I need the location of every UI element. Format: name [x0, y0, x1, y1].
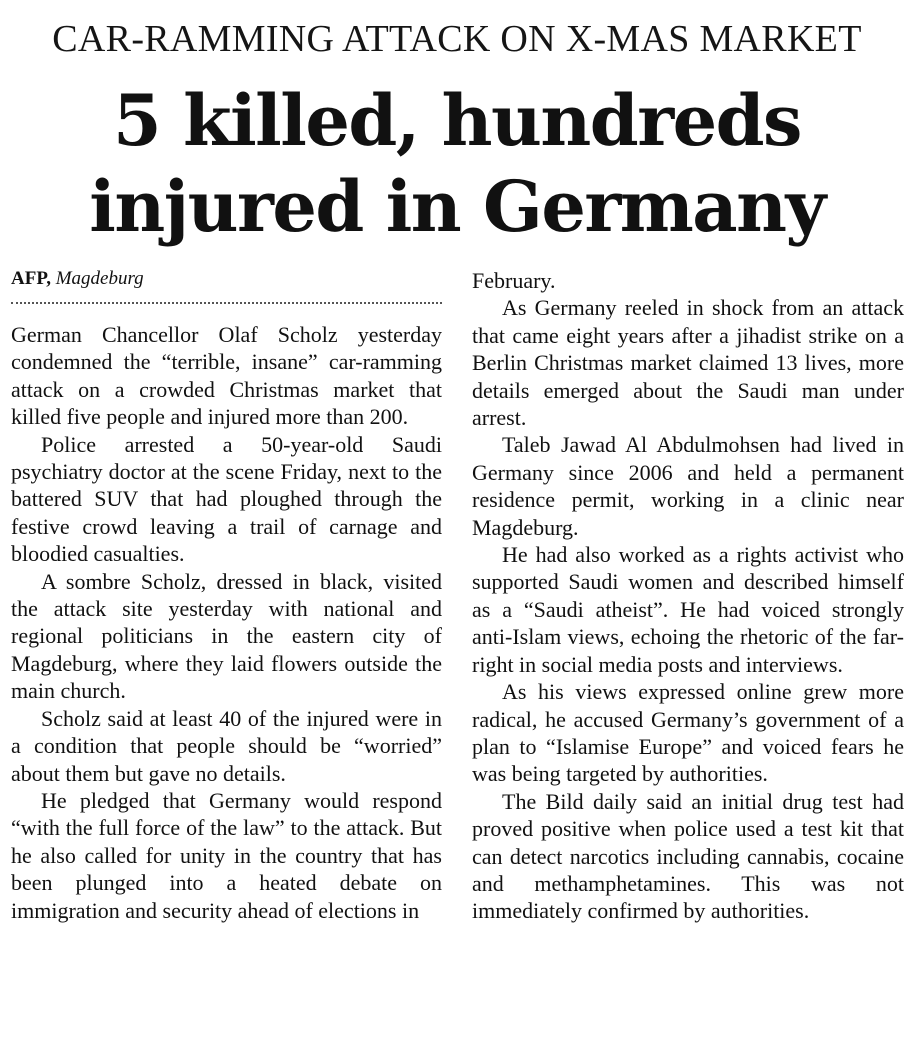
- kicker-heading: CAR-RAMMING ATTACK ON X-MAS MARKET: [52, 18, 862, 60]
- headline-line-1: 5 killed, hundreds: [113, 79, 801, 162]
- byline-place: Magdeburg: [55, 268, 144, 289]
- paragraph: He pledged that Germany would respond “with the full force of the law” to the attack. But he also called for unity in the country that has been plunged into a heated debate on immigration and security ahead of elections in: [11, 787, 442, 923]
- paragraph: As his views expressed online grew more radical, he accused Germany’s government of a plan to “Islamise Europe” and voiced fears he was being targeted by authorities.: [472, 679, 904, 787]
- paragraph: As Germany reeled in shock from an attack that came eight years after a jihadist strike on a Berlin Christmas market claimed 13 lives, more details emerged about the Saudi man under arrest.: [472, 295, 904, 431]
- paragraph: He had also worked as a rights activist who supported Saudi women and described himself as a “Saudi atheist”. He had voiced strongly anti-Islam views, echoing the rhetoric of the far-right in social media posts and interviews.: [472, 542, 904, 677]
- paragraph: A sombre Scholz, dressed in black, visited the attack site yesterday with national and regional politicians in the eastern city of Magdeburg, where they laid flowers outside the main church.: [11, 568, 442, 704]
- paragraph: German Chancellor Olaf Scholz yesterday condemned the “terrible, insane” car-ramming attack on a crowded Christmas market that killed five people and injured more than 200.: [11, 322, 442, 430]
- headline-line-2: injured in Germany: [89, 165, 825, 248]
- byline: [11, 266, 442, 292]
- paragraph: Taleb Jawad Al Abdulmohsen had lived in Germany since 2006 and held a permanent residence permit, working in a clinic near Magdeburg.: [472, 432, 904, 540]
- article-column-left: [11, 321, 442, 924]
- byline-divider: [11, 302, 442, 304]
- paragraph: Police arrested a 50-year-old Saudi psychiatry doctor at the scene Friday, next to the battered SUV that had ploughed through the festive crowd leaving a trail of carnage and bloodied casualties.: [11, 431, 442, 567]
- article-column-right: [472, 267, 904, 925]
- headline: [0, 78, 914, 250]
- byline-agency: AFP,: [11, 268, 51, 289]
- paragraph: Scholz said at least 40 of the injured were in a condition that people should be “worried” about them but gave no details.: [11, 705, 442, 786]
- paragraph-continuation: February.: [472, 268, 556, 293]
- paragraph: The Bild daily said an initial drug test had proved positive when police used a test kit that can detect narcotics including cannabis, cocaine and methamphetamines. This was not immediately confirmed by authorities.: [472, 788, 904, 924]
